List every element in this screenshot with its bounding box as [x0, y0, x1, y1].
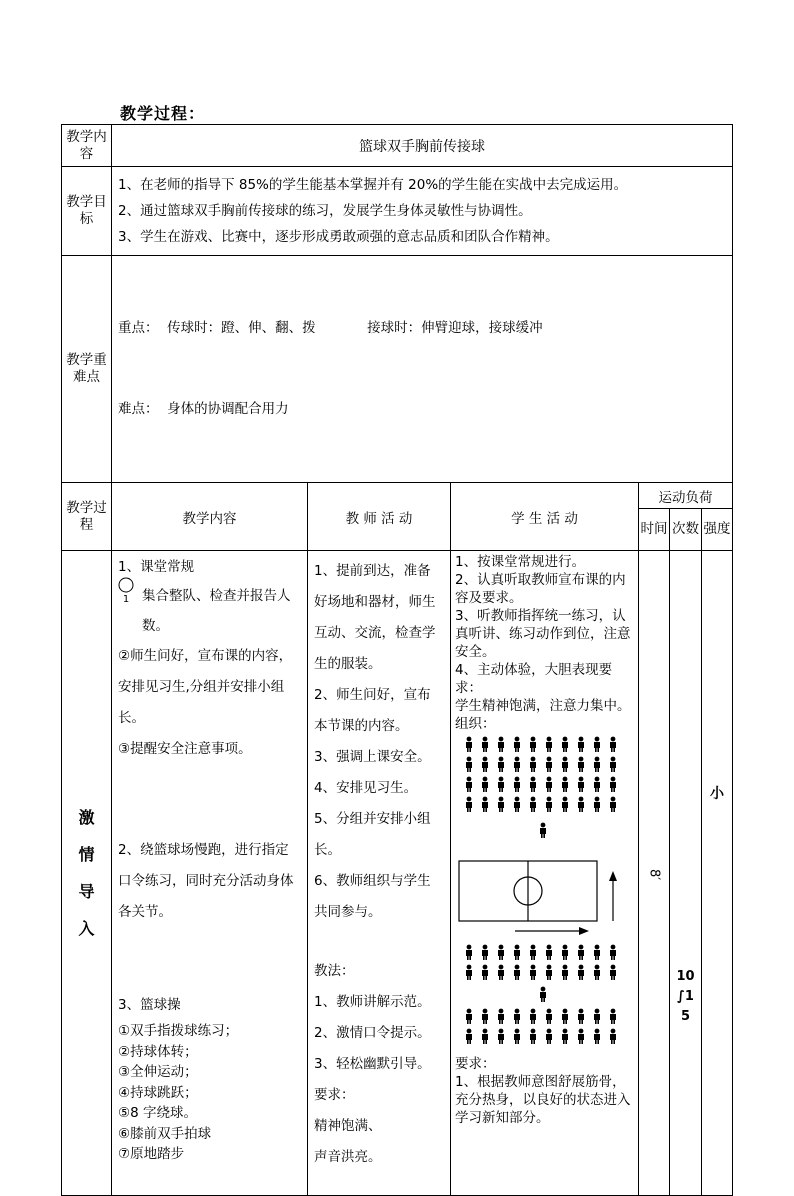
teacher-column [308, 551, 451, 1196]
student-figure-icon [562, 797, 568, 812]
teacher-item-1: 1、提前到达，准备好场地和器材，师生互动、交流，检查学生的服装。 [314, 563, 436, 672]
intensity-value: 小 [710, 786, 725, 802]
student-figure-icon [610, 945, 616, 960]
page-heading: 教学过程： [120, 104, 206, 123]
p3-item-1: ①双手指拨球练习； [118, 1023, 239, 1039]
count-value: 10∫15 [676, 969, 695, 1024]
student-figure-icon [578, 1029, 584, 1044]
goals-cell [112, 167, 733, 256]
student-figure-icon [562, 757, 568, 772]
p3-item-2: ②持球体转； [118, 1043, 198, 1060]
student-figure-icon [578, 797, 584, 812]
student-figure-icon [610, 965, 616, 980]
student-figure-icon [578, 737, 584, 752]
student-figure-icon [530, 965, 536, 980]
student-figure-icon [594, 1009, 600, 1024]
p3-item-3: ③全伸运动； [118, 1064, 198, 1080]
student-req-text: 1、根据教师意图舒展筋骨，充分热身，以良好的状态进入学习新知部分。 [455, 1074, 631, 1126]
content-p1c: ③提醒安全注意事项。 [118, 741, 252, 757]
teacher-req-label: 要求： [314, 1087, 355, 1103]
teacher-item-3: 3、强调上课安全。 [314, 749, 431, 765]
student-figure-icon [594, 737, 600, 752]
student-figure-icon [466, 797, 472, 812]
student-item-2: 2、认真听取教师宣布课的内容及要求。 [455, 572, 626, 606]
student-figure-icon [482, 737, 488, 752]
p3-item-4: ④持球跳跃； [118, 1084, 198, 1101]
student-item-3: 3、听教师指挥统一练习，认真听讲、练习动作到位，注意安全。 [455, 608, 631, 660]
student-figure-icon [530, 737, 536, 752]
student-figure-icon [466, 965, 472, 980]
time-header: 时间 [639, 509, 670, 551]
student-figure-icon [466, 1029, 472, 1044]
content-p3: 3、篮球操 [118, 997, 181, 1013]
p3-item-5: ⑤8 字绕球。 [118, 1105, 197, 1121]
content-p1a: 集合整队、检查并报告人数。 [142, 588, 291, 634]
student-figure-icon [578, 777, 584, 792]
student-header: 学 生 活 动 [451, 483, 639, 551]
student-figure-icon [482, 797, 488, 812]
student-figure-icon [610, 757, 616, 772]
student-figure-icon [578, 965, 584, 980]
student-figure-icon [610, 777, 616, 792]
teacher-header: 教 师 活 动 [308, 483, 451, 551]
student-figure-icon [546, 777, 552, 792]
process-label: 教学过程 [62, 483, 112, 551]
student-figure-icon [514, 737, 520, 752]
student-figure-icon [578, 1009, 584, 1024]
method-label: 教法： [314, 963, 355, 979]
student-item-6: 组织： [455, 716, 496, 732]
student-figure-icon [530, 1009, 536, 1024]
keys-cell [112, 256, 733, 483]
student-figure-icon [530, 797, 536, 812]
content-p2: 2、绕篮球场慢跑，进行指定口令练习，同时充分活动身体各关节。 [118, 842, 294, 920]
teacher-req-2: 声音洪亮。 [314, 1149, 382, 1165]
student-figure-icon [482, 945, 488, 960]
student-figure-icon [466, 945, 472, 960]
student-figure-icon [482, 965, 488, 980]
student-figure-icon [530, 777, 536, 792]
goal-label: 教学目标 [62, 167, 112, 256]
student-figure-icon [466, 737, 472, 752]
goal-1: 1、在老师的指导下 85%的学生能基本掌握并有 20%的学生能在实战中去完成运用。 [118, 177, 628, 193]
student-figure-icon [562, 1029, 568, 1044]
student-figure-icon [546, 1029, 552, 1044]
student-figure-icon [546, 945, 552, 960]
p3-item-6: ⑥膝前双手拍球 [118, 1125, 212, 1142]
p3-item-7: ⑦原地踏步 [118, 1146, 185, 1162]
difficulty-line: 难点： 身体的协调配合用力 [118, 401, 289, 417]
student-req-label: 要求： [455, 1056, 496, 1072]
student-figure-icon [498, 757, 504, 772]
student-figure-icon [466, 1009, 472, 1024]
student-figure-icon [498, 737, 504, 752]
student-figure-icon [546, 797, 552, 812]
student-figure-icon [514, 965, 520, 980]
student-figure-icon [514, 1029, 520, 1044]
method-2: 2、激情口令提示。 [314, 1025, 431, 1041]
content-label: 教学内容 [62, 125, 112, 167]
student-figure-icon [578, 757, 584, 772]
student-figure-icon [594, 797, 600, 812]
student-figure-icon [610, 737, 616, 752]
student-figure-icon [530, 757, 536, 772]
student-figure-icon [562, 945, 568, 960]
goal-2: 2、通过篮球双手胸前传接球的练习，发展学生身体灵敏性与协调性。 [118, 203, 532, 219]
student-figure-icon [530, 945, 536, 960]
student-figure-icon [482, 1009, 488, 1024]
student-figure-icon [514, 777, 520, 792]
intensity-header: 强度 [702, 509, 733, 551]
student-figure-icon [498, 1009, 504, 1024]
student-figure-icon [546, 757, 552, 772]
student-figure-icon [594, 1029, 600, 1044]
student-figure-icon [578, 945, 584, 960]
student-figure-icon [540, 987, 546, 1002]
time-cell [639, 551, 670, 1196]
student-item-4: 4、主动体验，大胆表现要求： [455, 662, 613, 696]
method-1: 1、教师讲解示范。 [314, 994, 431, 1010]
student-column [451, 551, 639, 1196]
circle-number-icon [118, 577, 134, 593]
key-label: 教学重难点 [62, 256, 112, 483]
student-figure-icon [562, 965, 568, 980]
intensity-cell [702, 551, 733, 1196]
teacher-item-4: 4、安排见习生。 [314, 780, 418, 796]
student-figure-icon [530, 1029, 536, 1044]
student-figure-icon [546, 1009, 552, 1024]
student-figure-icon [466, 777, 472, 792]
student-figure-icon [610, 1009, 616, 1024]
student-figure-icon [498, 777, 504, 792]
student-figure-icon [562, 737, 568, 752]
count-cell [670, 551, 702, 1196]
student-figure-icon [594, 757, 600, 772]
teacher-item-6: 6、教师组织与学生共同参与。 [314, 873, 431, 920]
student-figure-icon [594, 777, 600, 792]
time-value: 8′ [646, 869, 662, 881]
content-value: 篮球双手胸前传接球 [112, 125, 733, 167]
teacher-req-1: 精神饱满、 [314, 1118, 382, 1134]
section-char-2: 情 [78, 845, 95, 864]
formation-diagram-1 [455, 733, 631, 843]
student-figure-icon [562, 777, 568, 792]
student-figure-icon [514, 945, 520, 960]
method-3: 3、轻松幽默引导。 [314, 1056, 431, 1072]
student-figure-icon [514, 757, 520, 772]
student-figure-icon [594, 945, 600, 960]
content-p1: 1、课堂常规 [118, 559, 195, 575]
teacher-item-2: 2、师生问好，宣布本节课的内容。 [314, 687, 431, 734]
student-figure-icon [498, 1029, 504, 1044]
court-diagram [455, 843, 631, 943]
key-line: 重点： 传球时：蹬、伸、翻、拨 接球时：伸臂迎球，接球缓冲 [118, 320, 543, 336]
student-figure-icon [482, 777, 488, 792]
student-figure-icon [466, 757, 472, 772]
circle-number: 1 [122, 594, 130, 605]
student-figure-icon [498, 945, 504, 960]
student-figure-icon [498, 797, 504, 812]
student-figure-icon [546, 737, 552, 752]
student-figure-icon [514, 1009, 520, 1024]
student-figure-icon [594, 965, 600, 980]
section-char-3: 导 [78, 882, 95, 901]
section-title [62, 551, 112, 1196]
student-figure-icon [546, 965, 552, 980]
lesson-table [61, 124, 733, 1196]
student-figure-icon [498, 965, 504, 980]
student-figure-icon [482, 1029, 488, 1044]
content-column [112, 551, 308, 1196]
section-char-1: 激 [78, 808, 95, 827]
goal-3: 3、学生在游戏、比赛中，逐步形成勇敢顽强的意志品质和团队合作精神。 [118, 229, 559, 245]
content-p3-list [118, 1021, 301, 1165]
section-char-4: 入 [78, 919, 95, 938]
content-p1a-wrap [118, 577, 301, 641]
content-header: 教学内容 [112, 483, 308, 551]
student-figure-icon [482, 757, 488, 772]
student-item-5: 学生精神饱满，注意力集中。 [455, 698, 631, 714]
content-p1b: ②师生问好，宣布课的内容，安排见习生,分组并安排小组长。 [118, 648, 293, 726]
formation-diagram-2 [455, 943, 631, 1055]
student-figure-icon [562, 1009, 568, 1024]
teacher-item-5: 5、分组并安排小组长。 [314, 811, 431, 858]
student-figure-icon [540, 823, 546, 838]
load-header: 运动负荷 [639, 483, 733, 509]
student-item-1: 1、按课堂常规进行。 [455, 554, 586, 570]
student-figure-icon [610, 797, 616, 812]
count-header: 次数 [670, 509, 702, 551]
student-figure-icon [610, 1029, 616, 1044]
student-figure-icon [514, 797, 520, 812]
